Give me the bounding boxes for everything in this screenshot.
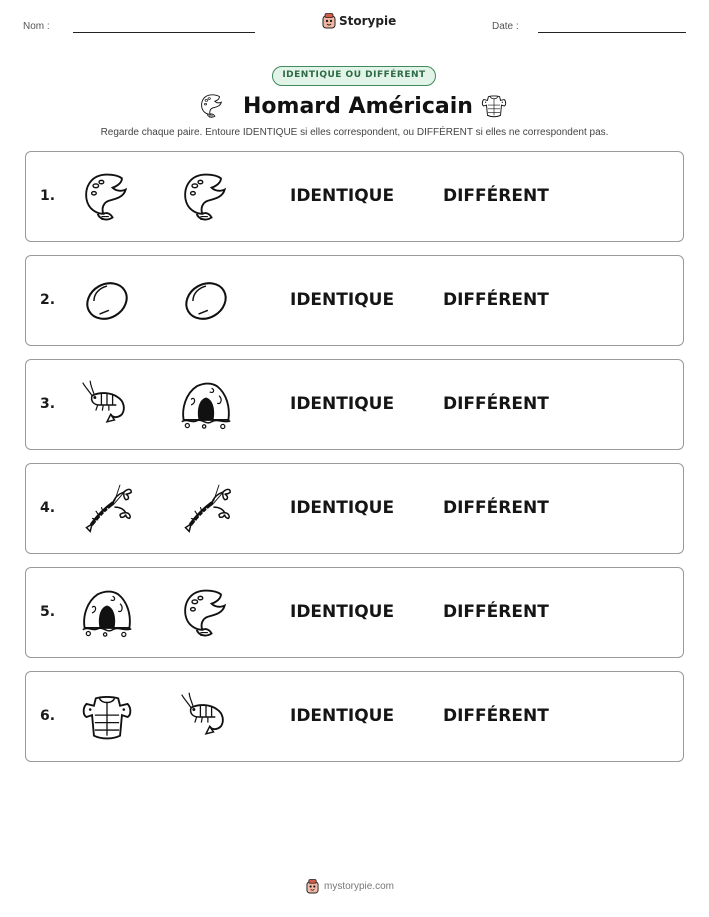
claw-icon	[178, 584, 234, 642]
question-number: 5.	[40, 604, 56, 620]
option-identique[interactable]: IDENTIQUE	[290, 706, 395, 726]
shrimp-icon	[79, 376, 135, 434]
option-identique[interactable]: IDENTIQUE	[290, 394, 395, 414]
claw-icon	[79, 168, 135, 226]
lobster-icon	[79, 480, 135, 538]
storypie-mascot-icon	[306, 879, 319, 894]
question-row	[25, 567, 684, 658]
option-identique[interactable]: IDENTIQUE	[290, 290, 395, 310]
option-identique[interactable]: IDENTIQUE	[290, 498, 395, 518]
storypie-logo	[322, 13, 396, 29]
question-number: 4.	[40, 500, 56, 516]
page-title: Homard Américain	[243, 94, 473, 119]
question-number: 6.	[40, 708, 56, 724]
title-claw-icon	[198, 92, 226, 120]
shrimp-icon	[178, 688, 234, 746]
brand-name: Storypie	[339, 14, 397, 28]
option-identique[interactable]: IDENTIQUE	[290, 602, 395, 622]
option-different[interactable]: DIFFÉRENT	[443, 290, 549, 310]
footer-url: mystorypie.com	[324, 881, 395, 892]
claw-icon	[178, 168, 234, 226]
instructions: Regarde chaque paire. Entoure IDENTIQUE si elles correspondent, ou DIFFÉRENT si elles ne correspondent pas.	[100, 127, 609, 138]
lobster-icon	[178, 480, 234, 538]
date-label: Date :	[492, 21, 519, 32]
question-row	[25, 671, 684, 762]
date-field-line[interactable]	[538, 32, 686, 33]
title-armor-icon	[480, 92, 508, 120]
footer	[306, 879, 394, 894]
question-number: 1.	[40, 188, 56, 204]
question-number: 2.	[40, 292, 56, 308]
name-label: Nom :	[23, 21, 50, 32]
option-different[interactable]: DIFFÉRENT	[443, 602, 549, 622]
egg-icon	[79, 272, 135, 330]
option-different[interactable]: DIFFÉRENT	[443, 498, 549, 518]
option-different[interactable]: DIFFÉRENT	[443, 706, 549, 726]
worksheet-type-badge: IDENTIQUE OU DIFFÉRENT	[272, 66, 436, 86]
question-row	[25, 359, 684, 450]
cave-icon	[178, 376, 234, 434]
cave-icon	[79, 584, 135, 642]
question-number: 3.	[40, 396, 56, 412]
option-different[interactable]: DIFFÉRENT	[443, 186, 549, 206]
question-row	[25, 151, 684, 242]
option-identique[interactable]: IDENTIQUE	[290, 186, 395, 206]
question-row	[25, 255, 684, 346]
question-row	[25, 463, 684, 554]
armor-icon	[79, 688, 135, 746]
storypie-mascot-icon	[322, 13, 336, 29]
egg-icon	[178, 272, 234, 330]
name-field-line[interactable]	[73, 32, 255, 33]
option-different[interactable]: DIFFÉRENT	[443, 394, 549, 414]
